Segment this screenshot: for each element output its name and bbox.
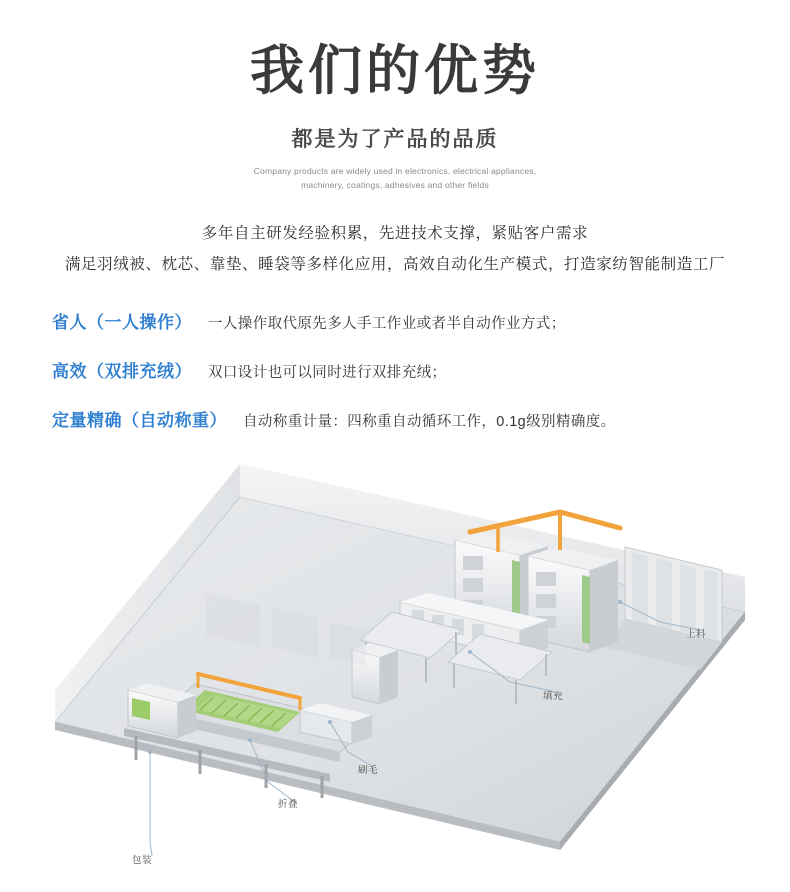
feature-key-labor-saving: 省人（一人操作） xyxy=(52,312,192,332)
feature-list xyxy=(0,308,790,431)
feature-value-labor-saving: 一人操作取代原先多人手工作业或者半自动作业方式； xyxy=(208,315,566,332)
feature-key-efficiency: 高效（双排充绒） xyxy=(52,361,192,381)
english-caption-line-1: Company products are widely used in electronics, electrical appliances, xyxy=(253,166,537,177)
intro-block xyxy=(0,218,790,280)
callout-label-loading: 上料 xyxy=(686,629,707,640)
english-caption-line-2: machinery, coatings, adhesives and other fields xyxy=(301,179,489,190)
factory-diagram-svg xyxy=(0,452,790,892)
feature-row xyxy=(52,357,750,382)
page-header xyxy=(0,0,790,192)
callout-label-folding: 折叠 xyxy=(278,799,299,810)
english-caption xyxy=(0,165,790,191)
page-subtitle: 都是为了产品的品质 xyxy=(291,128,499,152)
page-title: 我们的优势 xyxy=(250,41,540,101)
factory-illustration xyxy=(0,452,790,892)
feature-row xyxy=(52,406,750,431)
intro-line-1: 多年自主研发经验积累，先进技术支撑，紧贴客户需求 xyxy=(201,224,589,242)
factory-floor xyxy=(55,497,745,850)
feature-value-accuracy: 自动称重计量：四称重自动循环工作，0.1g级别精确度。 xyxy=(243,413,616,430)
callout-label-brushing: 刷毛 xyxy=(358,765,379,776)
feature-row xyxy=(52,308,750,333)
callout-label-filling: 填充 xyxy=(543,691,564,702)
feature-value-efficiency: 双口设计也可以同时进行双排充绒； xyxy=(208,364,447,381)
intro-line-2: 满足羽绒被、枕芯、靠垫、睡袋等多样化应用，高效自动化生产模式，打造家纺智能制造工厂 xyxy=(64,255,726,273)
feature-key-accuracy: 定量精确（自动称重） xyxy=(52,410,227,430)
callout-label-packing: 包装 xyxy=(132,855,153,866)
